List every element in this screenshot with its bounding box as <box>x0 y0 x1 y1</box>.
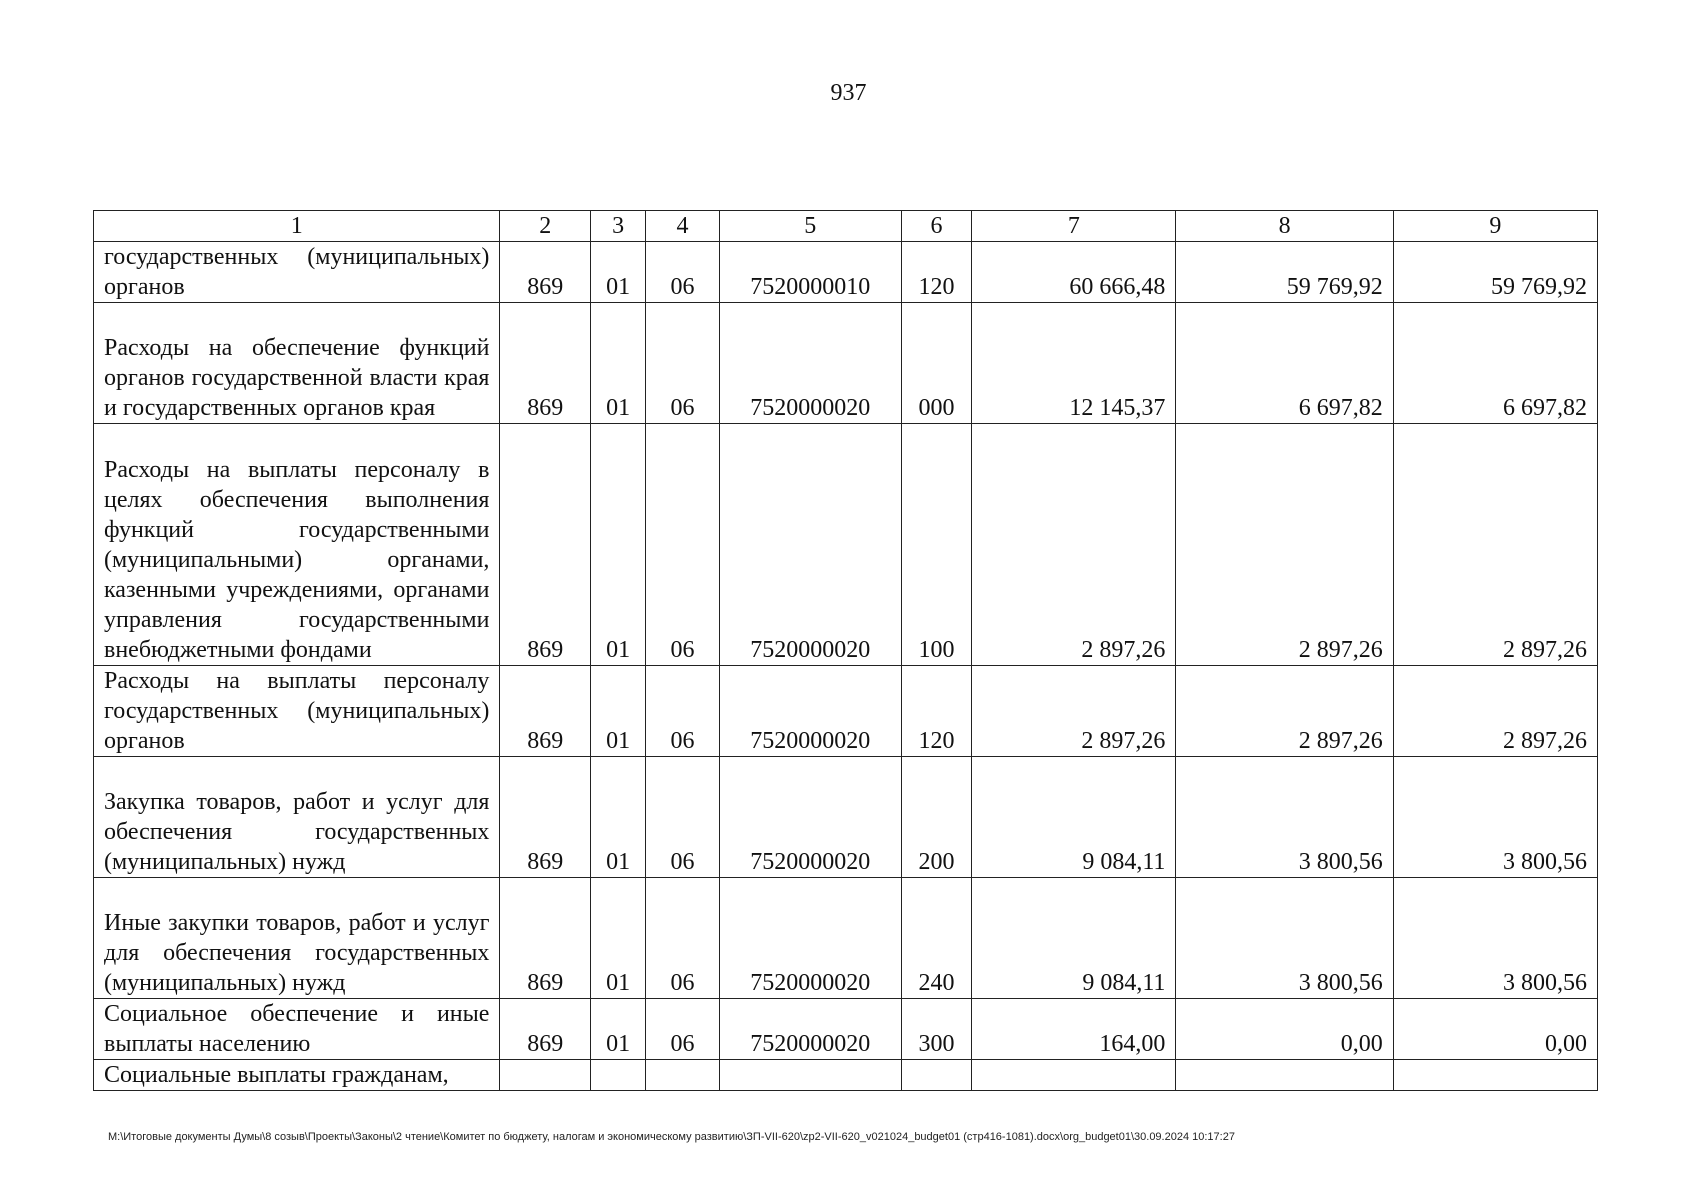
column-header: 6 <box>901 211 971 242</box>
table-row <box>94 757 1598 878</box>
amount-cell: 0,00 <box>1393 999 1597 1060</box>
column-header: 5 <box>719 211 901 242</box>
subsection-code-cell: 06 <box>646 424 719 666</box>
subsection-code-cell: 06 <box>646 999 719 1060</box>
amount-cell <box>1393 1060 1597 1091</box>
row-description: Иные закупки товаров, работ и услуг для обеспечения государственных (муниципальных) нужд <box>94 878 500 999</box>
amount-cell: 9 084,11 <box>972 757 1176 878</box>
expense-type-cell: 000 <box>901 303 971 424</box>
amount-cell: 6 697,82 <box>1176 303 1393 424</box>
amount-cell: 3 800,56 <box>1393 878 1597 999</box>
page-number: 937 <box>830 80 867 106</box>
table-row <box>94 666 1598 757</box>
column-header: 3 <box>590 211 645 242</box>
target-article-cell <box>719 1060 901 1091</box>
ministry-code-cell: 869 <box>500 424 591 666</box>
row-description: Расходы на выплаты персоналу государственных (муниципальных) органов <box>94 666 500 757</box>
table-row <box>94 878 1598 999</box>
section-code-cell: 01 <box>590 999 645 1060</box>
amount-cell: 59 769,92 <box>1176 242 1393 303</box>
target-article-cell: 7520000020 <box>719 757 901 878</box>
amount-cell <box>972 1060 1176 1091</box>
amount-cell: 60 666,48 <box>972 242 1176 303</box>
row-description: Расходы на обеспечение функций органов государственной власти края и государственных органов края <box>94 303 500 424</box>
ministry-code-cell: 869 <box>500 666 591 757</box>
amount-cell: 3 800,56 <box>1393 757 1597 878</box>
amount-cell: 6 697,82 <box>1393 303 1597 424</box>
amount-cell: 3 800,56 <box>1176 757 1393 878</box>
ministry-code-cell: 869 <box>500 242 591 303</box>
ministry-code-cell: 869 <box>500 757 591 878</box>
amount-cell: 2 897,26 <box>1393 666 1597 757</box>
section-code-cell: 01 <box>590 757 645 878</box>
amount-cell: 2 897,26 <box>972 424 1176 666</box>
expense-type-cell: 120 <box>901 242 971 303</box>
column-header: 1 <box>94 211 500 242</box>
section-code-cell: 01 <box>590 242 645 303</box>
table-row <box>94 242 1598 303</box>
amount-cell: 0,00 <box>1176 999 1393 1060</box>
expense-type-cell: 200 <box>901 757 971 878</box>
amount-cell: 164,00 <box>972 999 1176 1060</box>
amount-cell: 12 145,37 <box>972 303 1176 424</box>
amount-cell: 2 897,26 <box>1393 424 1597 666</box>
amount-cell: 2 897,26 <box>1176 666 1393 757</box>
target-article-cell: 7520000020 <box>719 999 901 1060</box>
column-header: 7 <box>972 211 1176 242</box>
budget-table <box>93 210 1598 1091</box>
section-code-cell: 01 <box>590 666 645 757</box>
document-file-path: М:\Итоговые документы Думы\8 созыв\Проекты\Законы\2 чтение\Комитет по бюджету, налогам и экономическому развитию\ЗП-VII-620\zp2-VII-620_v021024_budget01 (стр416-1081).docx\org_budget01\30.09.2024 10:17:27 <box>108 1131 1235 1143</box>
subsection-code-cell: 06 <box>646 666 719 757</box>
table-row <box>94 424 1598 666</box>
amount-cell: 3 800,56 <box>1176 878 1393 999</box>
row-description: государственных (муниципальных) органов <box>94 242 500 303</box>
expense-type-cell: 300 <box>901 999 971 1060</box>
column-header: 2 <box>500 211 591 242</box>
ministry-code-cell: 869 <box>500 878 591 999</box>
section-code-cell: 01 <box>590 878 645 999</box>
section-code-cell <box>590 1060 645 1091</box>
amount-cell <box>1176 1060 1393 1091</box>
section-code-cell: 01 <box>590 424 645 666</box>
ministry-code-cell <box>500 1060 591 1091</box>
amount-cell: 9 084,11 <box>972 878 1176 999</box>
row-description: Социальное обеспечение и иные выплаты населению <box>94 999 500 1060</box>
target-article-cell: 7520000010 <box>719 242 901 303</box>
row-description: Закупка товаров, работ и услуг для обеспечения государственных (муниципальных) нужд <box>94 757 500 878</box>
column-header: 9 <box>1393 211 1597 242</box>
expense-type-cell: 240 <box>901 878 971 999</box>
ministry-code-cell: 869 <box>500 999 591 1060</box>
column-header: 8 <box>1176 211 1393 242</box>
subsection-code-cell: 06 <box>646 757 719 878</box>
section-code-cell: 01 <box>590 303 645 424</box>
target-article-cell: 7520000020 <box>719 878 901 999</box>
amount-cell: 2 897,26 <box>972 666 1176 757</box>
table-row <box>94 1060 1598 1091</box>
subsection-code-cell: 06 <box>646 303 719 424</box>
target-article-cell: 7520000020 <box>719 303 901 424</box>
header-row <box>94 211 1598 242</box>
subsection-code-cell <box>646 1060 719 1091</box>
row-description: Социальные выплаты гражданам, <box>94 1060 500 1091</box>
ministry-code-cell: 869 <box>500 303 591 424</box>
table-row <box>94 999 1598 1060</box>
subsection-code-cell: 06 <box>646 242 719 303</box>
column-header: 4 <box>646 211 719 242</box>
amount-cell: 59 769,92 <box>1393 242 1597 303</box>
table-row <box>94 303 1598 424</box>
row-description: Расходы на выплаты персоналу в целях обеспечения выполнения функций государственными (муниципальными) органами, казенными учреждениями, органами управления государственными внебюджетными фондами <box>94 424 500 666</box>
expense-type-cell: 100 <box>901 424 971 666</box>
target-article-cell: 7520000020 <box>719 666 901 757</box>
subsection-code-cell: 06 <box>646 878 719 999</box>
target-article-cell: 7520000020 <box>719 424 901 666</box>
expense-type-cell <box>901 1060 971 1091</box>
expense-type-cell: 120 <box>901 666 971 757</box>
amount-cell: 2 897,26 <box>1176 424 1393 666</box>
